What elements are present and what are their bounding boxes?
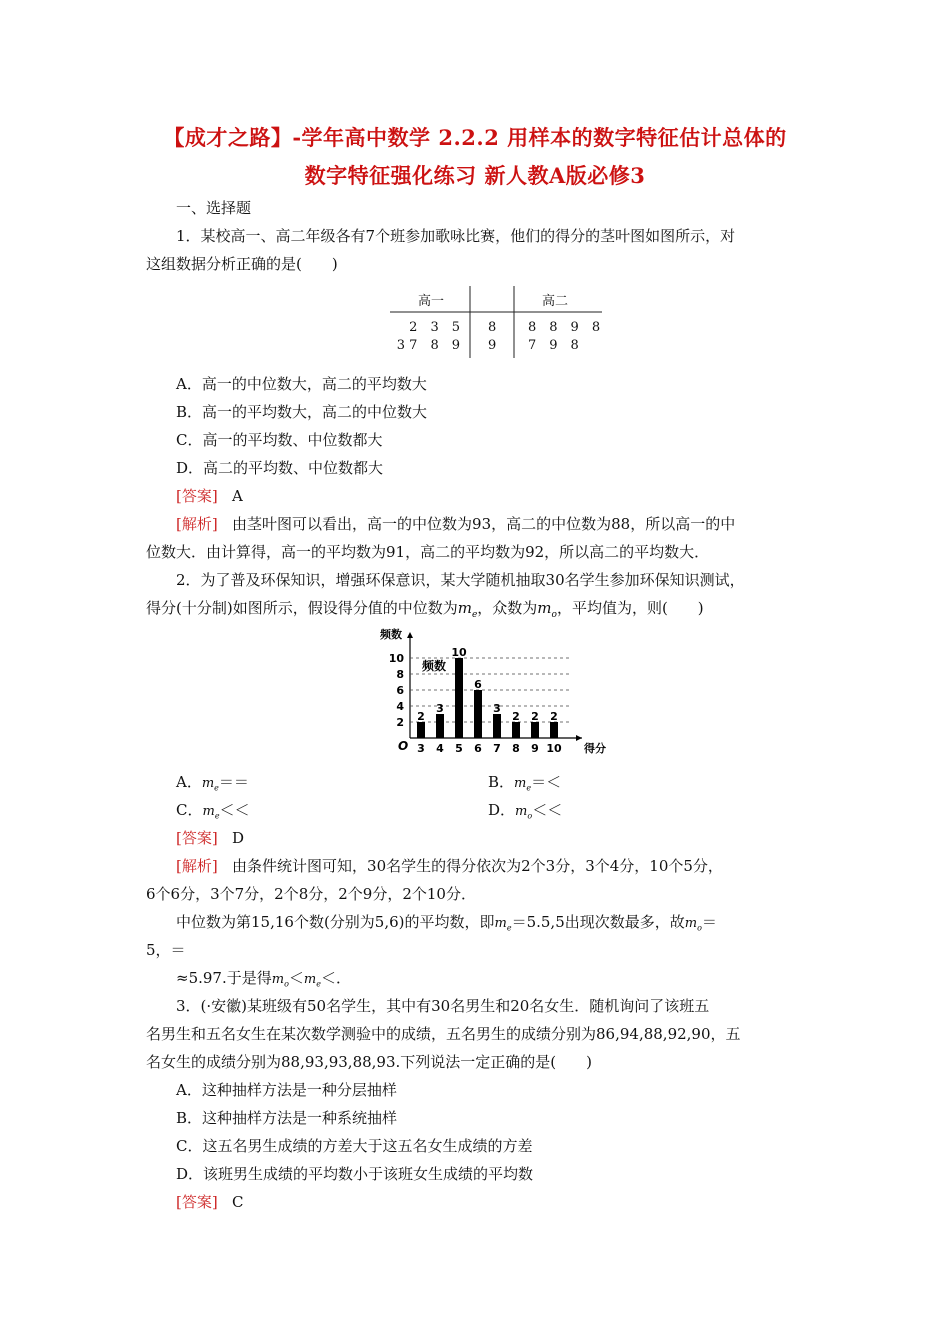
stem-leaf-right-header: 高二 xyxy=(542,294,569,309)
y-tick-label: 6 xyxy=(396,684,404,697)
q2-option-a: A．$m_e==$ xyxy=(176,773,249,793)
y-axis-title: 频数 xyxy=(380,628,402,641)
q2-analysis-mo: $m_o$ xyxy=(684,916,702,933)
q2-answer-value: D xyxy=(232,829,245,847)
bar-score-9 xyxy=(531,722,539,738)
y-axis-arrow xyxy=(407,632,413,638)
stem-leaf-left-row2: 3 7 8 9 xyxy=(396,338,460,353)
stem-leaf-right-row2: 7 9 8 xyxy=(528,338,579,353)
q1-option-d: D．高二的平均数、中位数都大 xyxy=(176,459,384,477)
bar-score-5 xyxy=(455,658,463,738)
bar-score-10 xyxy=(550,722,558,738)
x-axis-arrow xyxy=(576,735,582,741)
doc-title-line1: 【成才之路】-学年高中数学 2.2.2 用样本的数字特征估计总体的 xyxy=(163,125,787,150)
x-tick-label: 3 xyxy=(417,742,425,755)
bar-value-label: 6 xyxy=(474,678,482,691)
q3-stem-line1: 3．(·安徽)某班级有50名学生，其中有30名男生和20名女生．随机询问了该班五 xyxy=(176,997,710,1015)
bar-score-3 xyxy=(417,722,425,738)
q2-analysis-text1: 由条件统计图可知，30名学生的得分依次为2个3分，3个4分，10个5分， xyxy=(232,857,723,875)
q2-analysis-line4: 5，＝ xyxy=(146,941,186,959)
me-symbol: $m_e$ xyxy=(457,599,478,620)
bar-score-8 xyxy=(512,722,520,738)
bar-score-6 xyxy=(474,690,482,738)
q2-stem-line2-pre: 得分(十分制)如图所示，假设得分值的中位数为 xyxy=(146,599,458,617)
q2-option-c: C．$m_e<<$ xyxy=(176,801,250,821)
q1-analysis-line1 xyxy=(176,514,735,534)
y-tick-label: 10 xyxy=(388,652,404,665)
bar-value-label: 2 xyxy=(417,710,425,723)
stem-leaf-stem-row2: 9 xyxy=(488,338,497,353)
bar-score-4 xyxy=(436,714,444,738)
q2-option-d: D．$m_o<<$ xyxy=(488,801,563,821)
q1-analysis-text1: 由茎叶图可以看出，高一的中位数为93，高二的中位数为88，所以高一的中 xyxy=(232,515,736,533)
q2-stem-line2-post: ，平均值为，则( ) xyxy=(556,599,704,617)
bar-value-label: 10 xyxy=(451,646,467,659)
x-tick-label: 5 xyxy=(455,742,463,755)
q3-answer-label: [答案] xyxy=(176,1193,218,1211)
mo-symbol: $m_o$ xyxy=(537,599,557,620)
q2-option-b: B．$m_e=<$ xyxy=(488,773,562,793)
q1-option-c: C．高一的平均数、中位数都大 xyxy=(176,431,383,449)
doc-title-line2: 数字特征强化练习 新人教A版必修3 xyxy=(304,163,646,188)
y-tick-label: 4 xyxy=(396,700,404,713)
q2-analysis-line1 xyxy=(176,856,723,876)
stem-leaf-left-row1: 2 3 5 xyxy=(409,320,460,335)
q2-stem-line1: 2．为了普及环保知识，增强环保意识，某大学随机抽取30名学生参加环保知识测试， xyxy=(176,571,745,589)
q2-analysis-label: [解析] xyxy=(176,857,218,875)
q2-analysis-line3: 中位数为第15,16个数(分别为5,6)的平均数，即$m_e=5.5,5$出现次数最多，故$m_o=$ xyxy=(176,913,717,933)
bar-score-7 xyxy=(493,714,501,738)
q2-analysis-me2: $m_e$ xyxy=(303,972,321,989)
q1-analysis-label: [解析] xyxy=(176,515,218,533)
q1-option-a: A．高一的中位数大，高二的平均数大 xyxy=(176,375,427,393)
stem-leaf-right-row1: 8 8 9 8 xyxy=(528,320,601,335)
bar-value-label: 3 xyxy=(436,702,444,715)
x-tick-label: 7 xyxy=(493,742,501,755)
q1-stem-line2: 这组数据分析正确的是( ) xyxy=(146,255,338,273)
q3-stem-line3: 名女生的成绩分别为88,93,93,88,93.下列说法一定正确的是( ) xyxy=(146,1053,592,1071)
x-tick-label: 10 xyxy=(546,742,562,755)
q2-stem-line2-mid: ，众数为 xyxy=(477,599,538,617)
score-frequency-bar-chart xyxy=(378,628,608,764)
stem-leaf-stem-row1: 8 xyxy=(488,320,497,335)
q1-stem-line1: 1．某校高一、高二年级各有7个班参加歌咏比赛，他们的得分的茎叶图如图所示，对 xyxy=(176,227,736,245)
q3-stem-line2: 名男生和五名女生在某次数学测验中的成绩，五名男生的成绩分别为86,94,88,92,90，五 xyxy=(146,1025,741,1043)
chart-legend-text: 频数 xyxy=(422,659,447,673)
q2-opt-b-me: $m_e$ xyxy=(514,776,532,793)
bar-value-label: 2 xyxy=(512,710,520,723)
q2-analysis-me: $m_e$ xyxy=(494,916,512,933)
q2-opt-d-mo: $m_o$ xyxy=(515,804,533,821)
section-heading: 一、选择题 xyxy=(176,199,252,217)
bar-value-label: 3 xyxy=(493,702,501,715)
q1-answer-label: [答案] xyxy=(176,487,218,505)
q2-analysis-line2: 6个6分，3个7分，2个8分，2个9分，2个10分． xyxy=(146,885,476,903)
x-tick-label: 9 xyxy=(531,742,539,755)
q2-analysis-mo2: $m_o$ xyxy=(271,972,289,989)
q1-option-b: B．高一的平均数大，高二的中位数大 xyxy=(176,403,428,421)
y-tick-label: 8 xyxy=(396,668,404,681)
x-axis-title: 得分 xyxy=(584,742,606,755)
y-tick-label: 2 xyxy=(396,716,404,729)
bar-value-label: 2 xyxy=(531,710,539,723)
q2-answer-label: [答案] xyxy=(176,829,218,847)
stem-leaf-left-header: 高一 xyxy=(418,294,445,309)
q2-opt-c-me: $m_e$ xyxy=(202,804,220,821)
x-tick-label: 6 xyxy=(474,742,482,755)
q3-option-d: D．该班男生成绩的平均数小于该班女生成绩的平均数 xyxy=(176,1165,534,1183)
q3-answer-value: C xyxy=(232,1193,244,1211)
x-tick-label: 8 xyxy=(512,742,520,755)
q3-option-b: B．这种抽样方法是一种系统抽样 xyxy=(176,1109,398,1127)
q3-option-c: C．这五名男生成绩的方差大于这五名女生成绩的方差 xyxy=(176,1137,533,1155)
q3-option-a: A．这种抽样方法是一种分层抽样 xyxy=(176,1081,397,1099)
q2-analysis-line5: ≈5.97.于是得$m_o<m_e<$． xyxy=(176,969,351,989)
q1-analysis-line2: 位数大．由计算得，高一的平均数为91，高二的平均数为92，所以高二的平均数大． xyxy=(146,543,710,561)
q1-answer-value: A xyxy=(232,487,243,505)
origin-label: O xyxy=(398,739,409,753)
x-tick-label: 4 xyxy=(436,742,444,755)
q2-opt-a-me: $m_e$ xyxy=(201,776,219,793)
q1-answer xyxy=(176,486,243,506)
q2-stem-line2 xyxy=(146,598,704,625)
bar-value-label: 2 xyxy=(550,710,558,723)
q3-answer xyxy=(176,1192,244,1212)
q2-answer xyxy=(176,828,244,848)
